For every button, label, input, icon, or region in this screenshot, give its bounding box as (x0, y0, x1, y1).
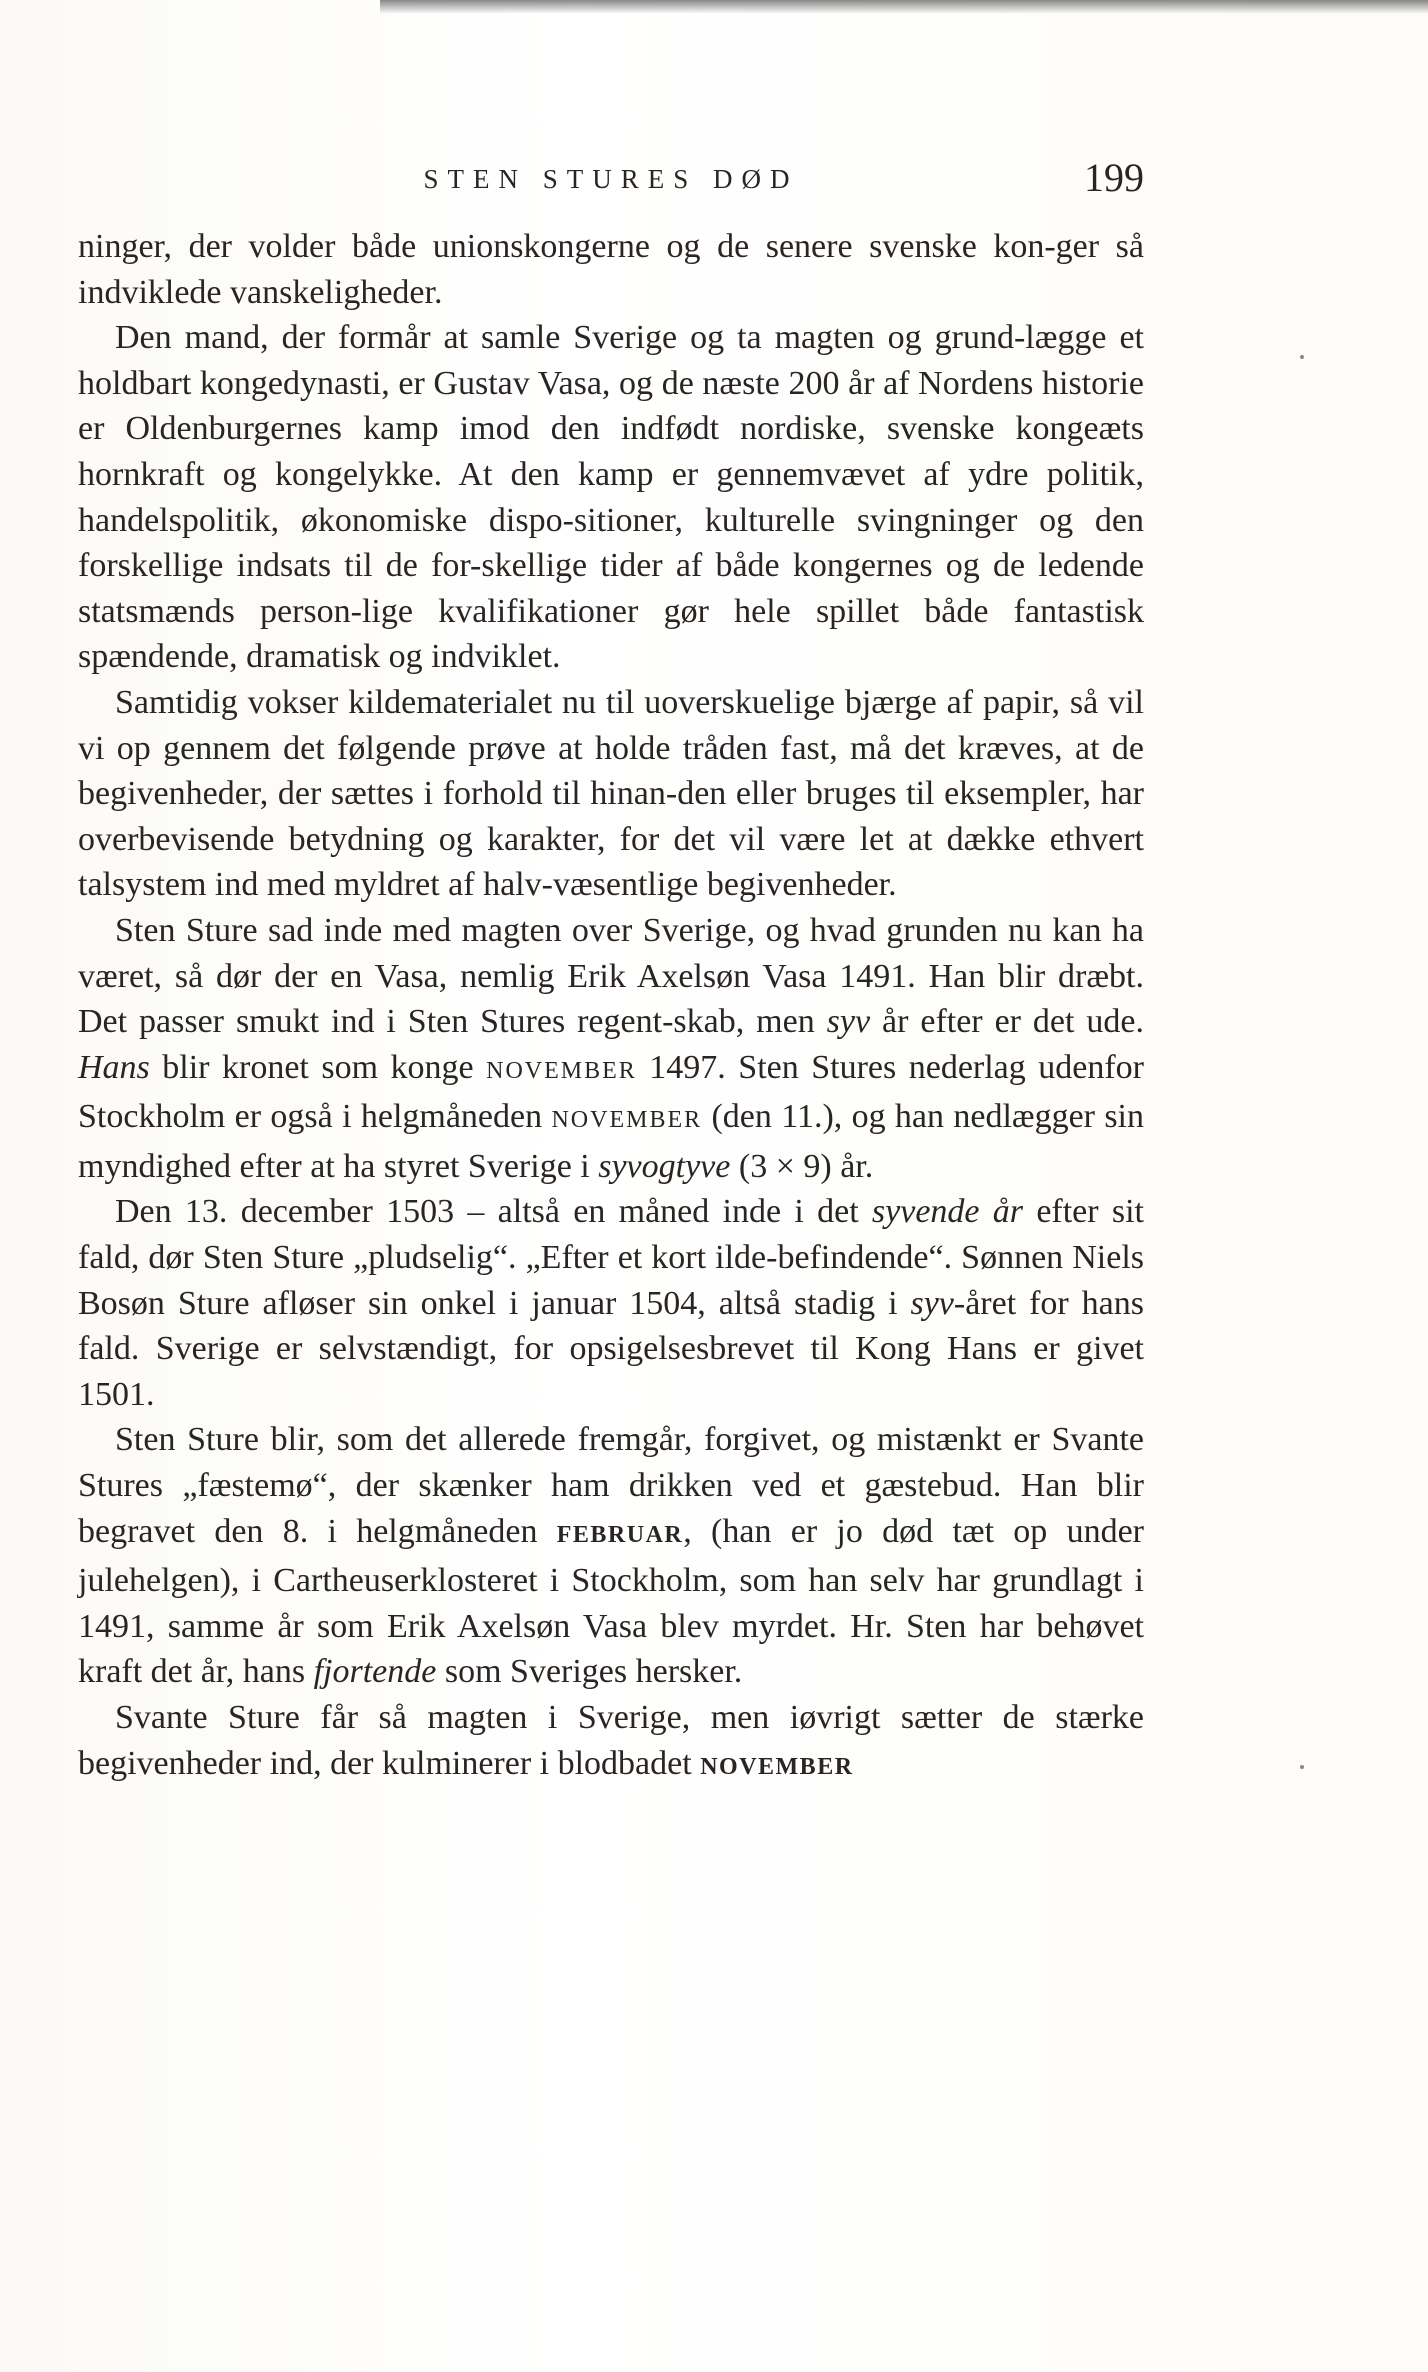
italic-text: syvende år (871, 1193, 1024, 1231)
italic-text: syv (826, 1003, 871, 1041)
italic-text: fjortende (313, 1653, 437, 1691)
text-run: efter sit fald, dør Sten Sture „pludselig“. „Efter et kort ilde-befindende“. Sønnen Niels Bosøn Sture afløser sin onkel i januar 1504, altså stadig i (78, 1193, 1144, 1322)
text-run: Den mand, der formår at samle Sverige og ta magten og grund-lægge et holdbart kongedynasti, er Gustav Vasa, og de næste 200 år af Nordens historie er Oldenburgernes kamp imod den indfødt nordiske, svenske kongeæts hornkraft og kongelykke. At den kamp er gennemvævet af ydre politik, handelspolitik, økonomiske dispo-sitioner, kulturelle svingninger og den forskellige indsats til de for-skellige tider af både kongernes og de ledende statsmænds person-lige kvalifikationer gør hele spillet både fantastisk spændende, dramatisk og indviklet. (78, 319, 1144, 676)
paragraph (78, 224, 1144, 315)
speck-mark (1300, 1765, 1304, 1769)
paragraph (78, 1417, 1144, 1695)
small-caps-month: FEBRUAR (556, 1521, 684, 1548)
text-run: , (han er jo død tæt op under julehelgen), i Cartheuserklosteret i Stockholm, som han selv har grundlagt i 1491, samme år som Erik Axelsøn Vasa blev myrdet. Hr. Sten har behøvet kraft det år, hans (78, 1512, 1144, 1691)
small-caps-month: NOVEMBER (551, 1107, 703, 1134)
paragraph (78, 1189, 1144, 1417)
small-caps-month: NOVEMBER (486, 1057, 637, 1084)
text-run: (den 11.), og han nedlægger sin myndighed efter at ha styret Sverige i (78, 1098, 1144, 1185)
text-run: år efter er det ude. (870, 1003, 1144, 1041)
running-title: STEN STURES DØD (423, 164, 799, 194)
paragraph (78, 908, 1144, 1190)
body-text (78, 224, 1144, 1790)
text-run: Samtidig vokser kildematerialet nu til uoverskuelige bjærge af papir, så vil vi op gennem det følgende prøve at holde tråden fast, må det kræves, at de begivenheder, der sættes i forhold til hinan-den eller bruges til eksempler, har overbevisende betydning og karakter, for det vil være let at dække ethvert talsystem ind med myldret af halv-væsentlige begivenheder. (78, 683, 1144, 904)
text-run: blir kronet som konge (149, 1048, 487, 1086)
italic-text: syvogtyve (598, 1147, 731, 1185)
text-run: Sten Sture sad inde med magten over Sverige, og hvad grunden nu kan ha været, så dør der en Vasa, nemlig Erik Axelsøn Vasa 1491. Han blir dræbt. Det passer smukt ind i Sten Stures regent-skab, men (78, 911, 1144, 1041)
small-caps-month: NOVEMBER (700, 1753, 854, 1780)
text-run: Sten Sture blir, som det allerede fremgår, forgivet, og mistænkt er Svante Stures „fæstemø“, der skænker ham drikken ved et gæstebud. Han blir begravet den 8. i helgmåneden (78, 1421, 1144, 1550)
text-run: som Sveriges hersker. (436, 1653, 743, 1691)
paragraph (78, 680, 1144, 908)
page-header (78, 154, 1144, 204)
paragraph (78, 315, 1144, 680)
page-number: 199 (1084, 155, 1144, 200)
speck-mark (1300, 355, 1304, 359)
text-run: Den 13. december 1503 – altså en måned inde i det (115, 1193, 872, 1231)
text-run: Svante Sture får så magten i Sverige, men iøvrigt sætter de stærke begivenheder ind, der kulminerer i blodbadet (78, 1699, 1144, 1782)
text-run: -året for hans fald. Sverige er selvstændigt, for opsigelsesbrevet til Kong Hans er givet 1501. (78, 1284, 1144, 1413)
italic-text: Hans (78, 1048, 150, 1086)
text-run: 1497. Sten Stures nederlag udenfor Stockholm er også i helgmåneden (78, 1048, 1144, 1136)
italic-text: syv (910, 1284, 954, 1322)
text-run: (3 × 9) år. (730, 1147, 874, 1185)
page-top-shadow (380, 0, 1428, 14)
text-run: ninger, der volder både unionskongerne og de senere svenske kon-ger så indviklede vanskeligheder. (78, 228, 1144, 311)
paragraph (78, 1695, 1144, 1790)
